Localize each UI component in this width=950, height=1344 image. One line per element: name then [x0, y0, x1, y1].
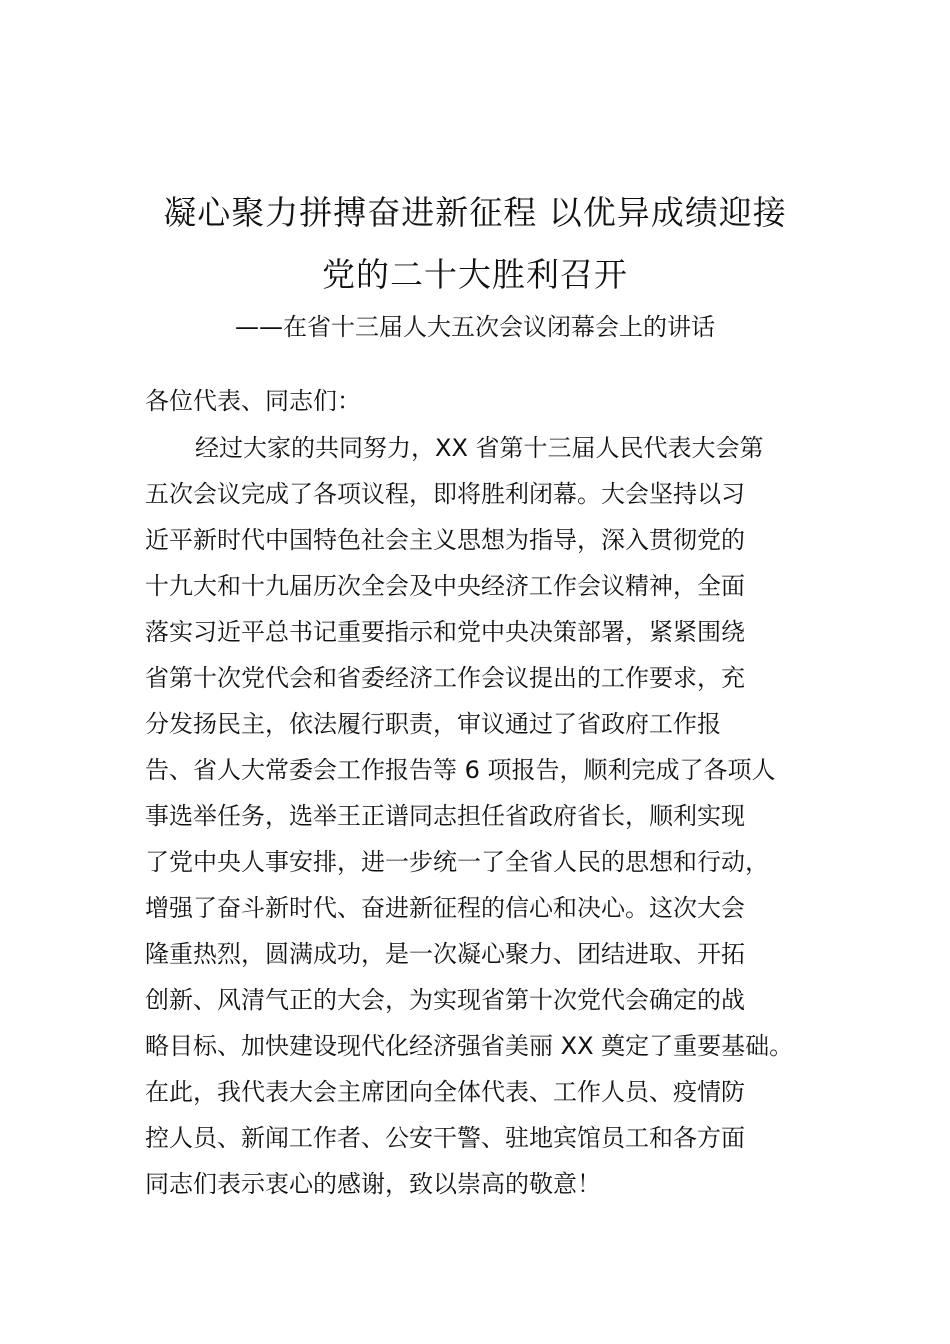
body-line: 落实习近平总书记重要指示和党中央决策部署，紧紧围绕 [145, 618, 745, 646]
body-line: 了党中央人事安排，进一步统一了全省人民的思想和行动， [145, 848, 769, 876]
body-line: 增强了奋斗新时代、奋进新征程的信心和决心。这次大会 [145, 894, 745, 922]
body-line: 省第十次党代会和省委经济工作会议提出的工作要求，充 [145, 664, 745, 692]
body-line: 同志们表示衷心的感谢，致以崇高的敬意！ [145, 1170, 601, 1198]
body-line: 五次会议完成了各项议程，即将胜利闭幕。大会坚持以习 [145, 480, 745, 508]
salutation: 各位代表、同志们： [145, 387, 361, 415]
body-line: 略目标、加快建设现代化经济强省美丽 XX 奠定了重要基础。 [145, 1032, 794, 1060]
body-paragraph [145, 425, 835, 1207]
body-line: 在此，我代表大会主席团向全体代表、工作人员、疫情防 [145, 1078, 745, 1106]
body-line: 隆重热烈，圆满成功，是一次凝心聚力、团结进取、开拓 [145, 940, 745, 968]
document-title-line-2: 党的二十大胜利召开 [322, 255, 628, 294]
body-line: 创新、风清气正的大会，为实现省第十次党代会确定的战 [145, 986, 745, 1014]
body-line: 经过大家的共同努力，XX 省第十三届人民代表大会第 [195, 434, 764, 462]
body-line: 事选举任务，选举王正谱同志担任省政府省长，顺利实现 [145, 802, 745, 830]
document-title-line-1: 凝心聚力拼搏奋进新征程 以优异成绩迎接 [163, 193, 787, 232]
body-line: 近平新时代中国特色社会主义思想为指导，深入贯彻党的 [145, 526, 745, 554]
body-line: 控人员、新闻工作者、公安干警、驻地宾馆员工和各方面 [145, 1124, 745, 1152]
body-line: 分发扬民主，依法履行职责，审议通过了省政府工作报 [145, 710, 721, 738]
document-subtitle: ——在省十三届人大五次会议闭幕会上的讲话 [235, 313, 715, 341]
body-line: 告、省人大常委会工作报告等 6 项报告，顺利完成了各项人 [145, 756, 776, 784]
body-line: 十九大和十九届历次全会及中央经济工作会议精神，全面 [145, 572, 745, 600]
